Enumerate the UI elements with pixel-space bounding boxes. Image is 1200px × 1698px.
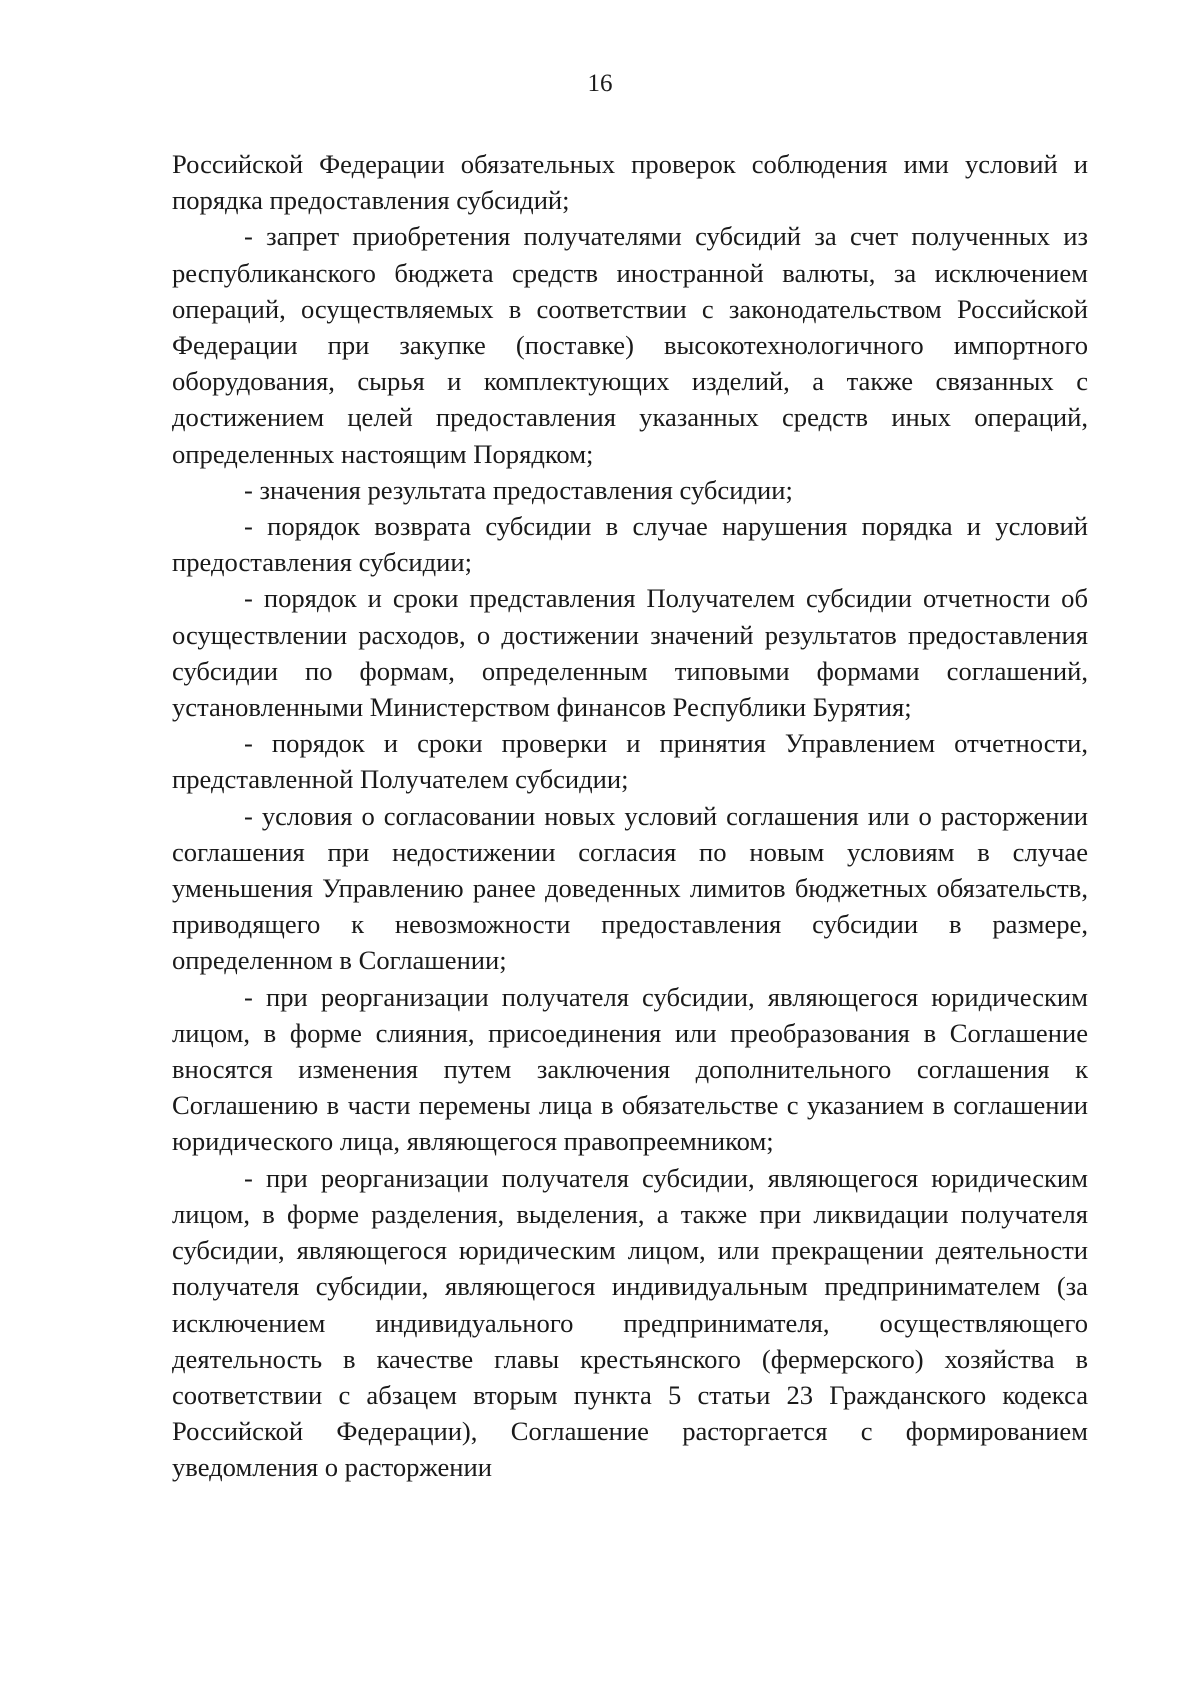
document-body	[172, 146, 1088, 1486]
paragraph-refund-procedure: - порядок возврата субсидии в случае нарушения порядка и условий предоставления субсидии;	[172, 511, 1088, 578]
paragraph-reorganization-division: - при реорганизации получателя субсидии, являющегося юридическим лицом, в форме разделения, выделения, а также при ликвидации получателя субсидии, являющегося юридическим лицом, или прекращении деятельности получателя субсидии, являющегося индивидуальным предпринимателем (за исключением индивидуального предпринимателя, осуществляющего деятельность в качестве главы крестьянского (фермерского) хозяйства в соответствии с абзацем вторым пункта 5 статьи 23 Гражданского кодекса Российской Федерации), Соглашение расторгается с формированием уведомления о расторжении	[172, 1162, 1088, 1483]
paragraph-continuation: Российской Федерации обязательных проверок соблюдения ими условий и порядка предоставления субсидий;	[172, 149, 1088, 216]
paragraph-new-conditions: - условия о согласовании новых условий соглашения или о расторжении соглашения при недостижении согласия по новым условиям в случае уменьшения Управлению ранее доведенных лимитов бюджетных обязательств, приводящего к невозможности предоставления субсидии в размере, определенном в Соглашении;	[172, 800, 1088, 976]
paragraph-reorganization-merger: - при реорганизации получателя субсидии, являющегося юридическим лицом, в форме слияния, присоединения или преобразования в Соглашение вносятся изменения путем заключения дополнительного соглашения к Соглашению в части перемены лица в обязательстве с указанием в соглашении юридического лица, являющегося правопреемником;	[172, 981, 1088, 1157]
paragraph-result-values: - значения результата предоставления субсидии;	[244, 474, 793, 505]
paragraph-reporting-procedure: - порядок и сроки представления Получателем субсидии отчетности об осуществлении расходов, о достижении значений результатов предоставления субсидии по формам, определенным типовыми формами соглашений, установленными Министерством финансов Республики Бурятия;	[172, 583, 1088, 723]
paragraph-report-verification: - порядок и сроки проверки и принятия Управлением отчетности, представленной Получателем субсидии;	[172, 728, 1088, 795]
paragraph-foreign-currency-ban: - запрет приобретения получателями субсидий за счет полученных из республиканского бюджета средств иностранной валюты, за исключением операций, осуществляемых в соответствии с законодательством Российской Федерации при закупке (поставке) высокотехнологичного импортного оборудования, сырья и комплектующих изделий, а также связанных с достижением целей предоставления указанных средств иных операций, определенных настоящим Порядком;	[172, 221, 1088, 469]
page-number: 16	[587, 70, 613, 97]
